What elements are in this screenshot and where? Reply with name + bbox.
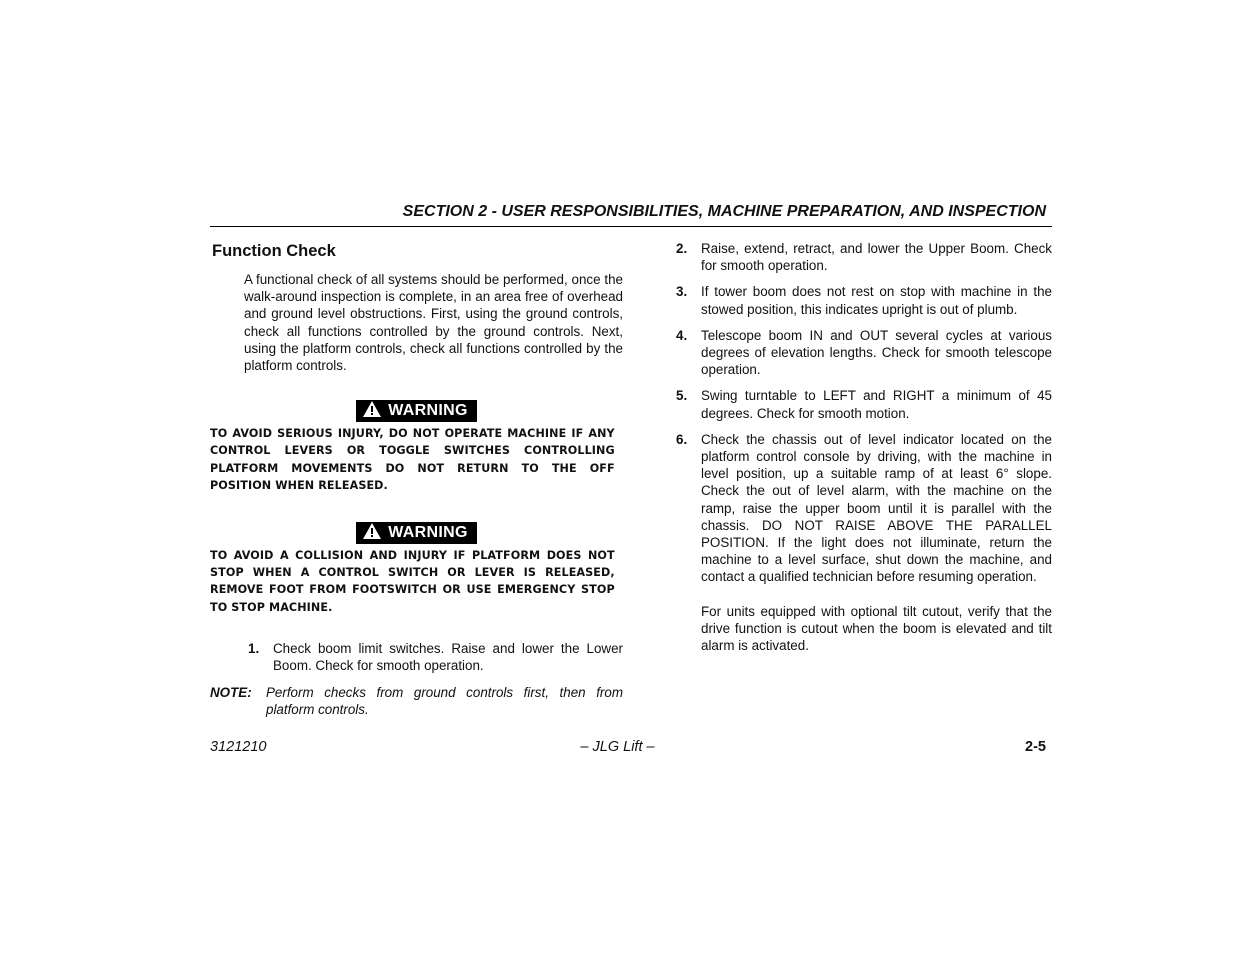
step-text: Telescope boom IN and OUT several cycles at various degrees of elevation lengths. Check for smooth telescope operation. xyxy=(701,327,1052,378)
step-number: 2. xyxy=(676,241,688,256)
warning-block-2 xyxy=(210,522,623,616)
left-column xyxy=(210,240,623,719)
warning-badge xyxy=(356,522,476,544)
step-number: 1. xyxy=(248,640,260,656)
warning-badge xyxy=(356,400,476,422)
right-column xyxy=(676,240,1052,654)
note-block xyxy=(210,684,623,718)
header-rule xyxy=(210,226,1052,227)
note-text: Perform checks from ground controls first, then from platform controls. xyxy=(266,685,623,718)
warning-label: WARNING xyxy=(388,524,468,542)
step-text: Check boom limit switches. Raise and lower the Lower Boom. Check for smooth operation. xyxy=(273,640,623,674)
step-number: 6. xyxy=(676,431,688,447)
footer-doc-number: 3121210 xyxy=(210,739,267,755)
warning-triangle-icon xyxy=(362,400,382,418)
function-check-title: Function Check xyxy=(212,242,336,260)
step-text: If tower boom does not rest on stop with machine in the stowed position, this indicates upright is out of plumb. xyxy=(701,284,1052,317)
step-text: Check the chassis out of level indicator located on the platform control console by driving, with the machine in level position, up a suitable ramp of at least 6° slope. Check the out of level alarm, with the machine on the ramp, raise the upper boom until it is parallel with the chassis. DO NOT RAISE ABOVE THE PARALLEL POSITION. If the light does not illuminate, return the machine to a level surface, shut down the machine, and contact a qualified technician before resuming operation. xyxy=(701,431,1052,585)
step-item-1 xyxy=(248,640,623,674)
section-header: SECTION 2 - USER RESPONSIBILITIES, MACHINE PREPARATION, AND INSPECTION xyxy=(402,203,1046,220)
warning-triangle-icon xyxy=(362,522,382,540)
step-item-2 xyxy=(676,240,1052,274)
warning-label: WARNING xyxy=(388,402,468,420)
step-item-4 xyxy=(676,327,1052,379)
footer-page-number: 2-5 xyxy=(1025,739,1046,755)
step-item-3 xyxy=(676,283,1052,317)
step-text: Swing turntable to LEFT and RIGHT a minimum of 45 degrees. Check for smooth motion. xyxy=(701,388,1052,421)
warning-block-1 xyxy=(210,400,623,494)
step-item-5 xyxy=(676,387,1052,421)
step-item-6 xyxy=(676,431,1052,586)
tilt-cutout-note: For units equipped with optional tilt cutout, verify that the drive function is cutout when the boom is elevated and tilt alarm is activated. xyxy=(701,603,1052,654)
step-text: Raise, extend, retract, and lower the Upper Boom. Check for smooth operation. xyxy=(701,241,1052,274)
note-label: NOTE: xyxy=(210,685,252,701)
warning-text: TO AVOID SERIOUS INJURY, DO NOT OPERATE MACHINE IF ANY CONTROL LEVERS OR TOGGLE SWITCHES CONTROLLING PLATFORM MOVEMENTS DO NOT RETURN TO THE OFF POSITION WHEN RELEASED. xyxy=(210,426,615,492)
function-check-intro: A functional check of all systems should be performed, once the walk-around inspection is complete, in an area free of overhead and ground level obstructions. First, using the ground controls, check all functions controlled by the ground controls. Next, using the platform controls, check all functions controlled by the platform controls. xyxy=(244,272,623,374)
warning-text: TO AVOID A COLLISION AND INJURY IF PLATFORM DOES NOT STOP WHEN A CONTROL SWITCH OR LEVER IS RELEASED, REMOVE FOOT FROM FOOTSWITCH OR USE EMERGENCY STOP TO STOP MACHINE. xyxy=(210,548,615,614)
step-number: 4. xyxy=(676,327,688,343)
step-number: 3. xyxy=(676,284,688,300)
step-number: 5. xyxy=(676,388,688,404)
footer-center-text: – JLG Lift – xyxy=(580,739,655,755)
